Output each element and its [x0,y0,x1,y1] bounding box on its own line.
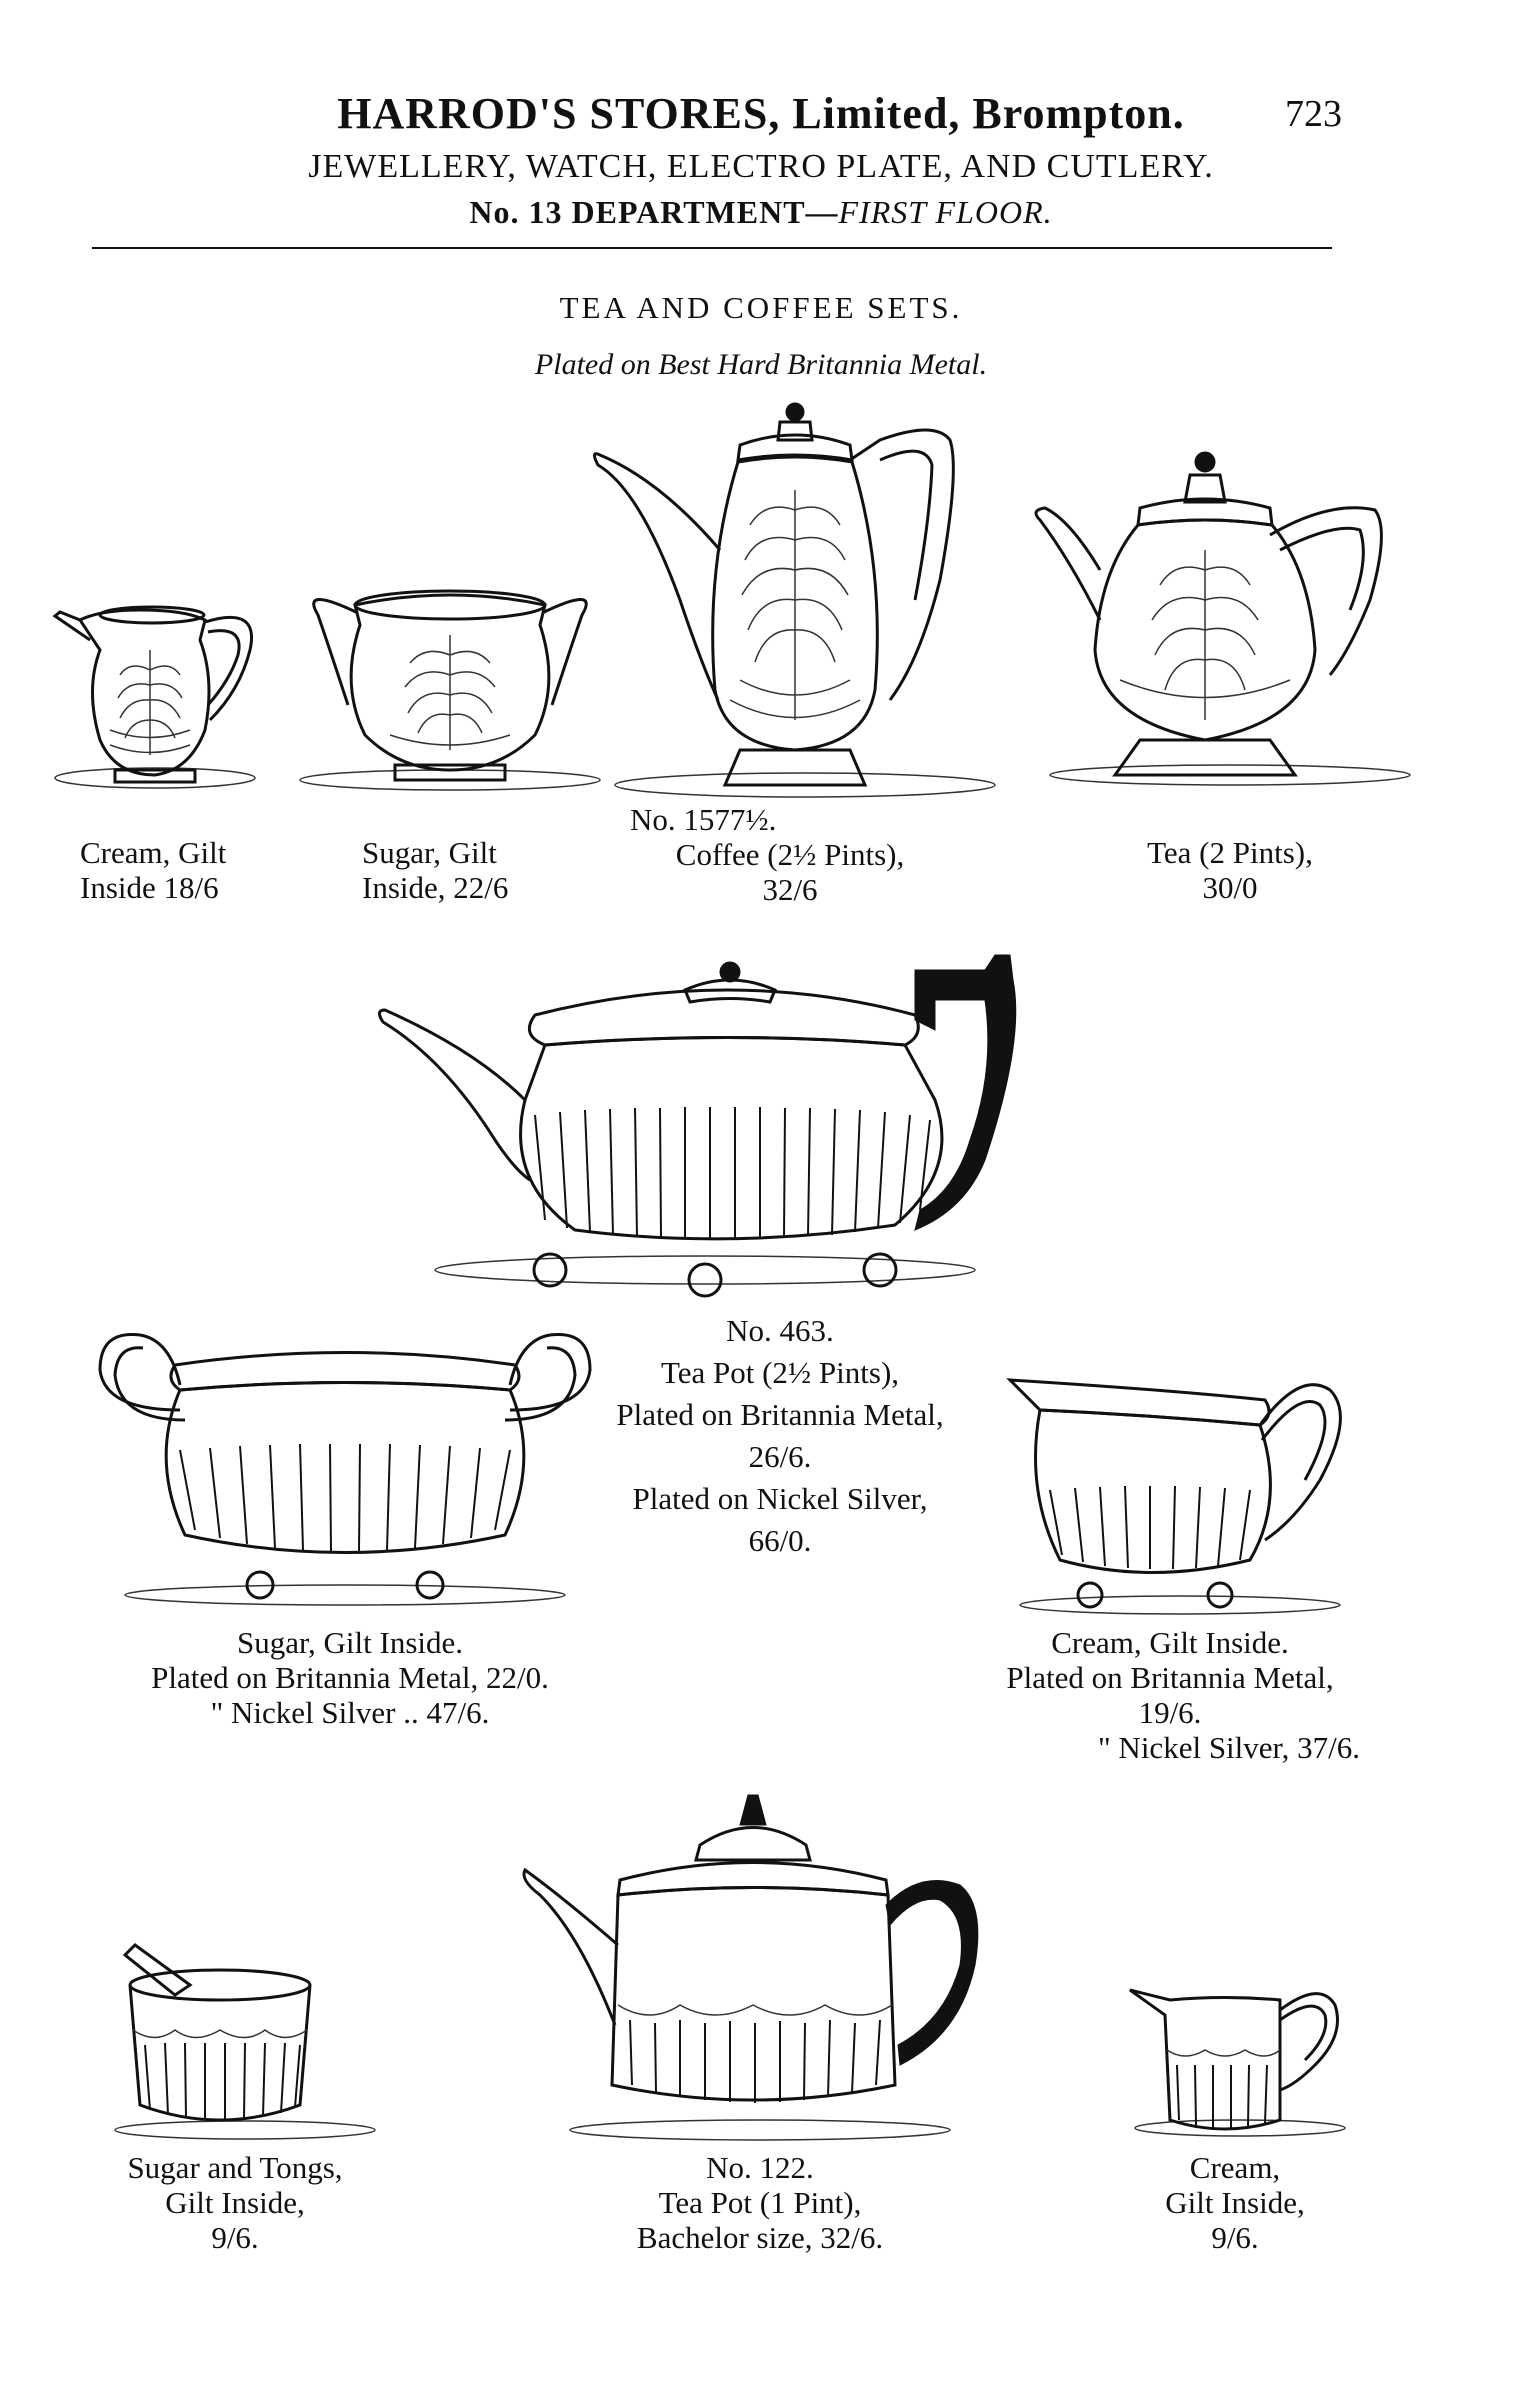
caption-line: " Nickel Silver, 37/6. [1098,1730,1360,1765]
sugar-basin-463-illustration [85,1310,605,1610]
caption-line: Tea (2 Pints), [1147,835,1313,870]
caption-line: Cream, Gilt [80,835,227,870]
caption-line: 30/0 [1202,870,1258,905]
tea-1577-caption [1100,835,1360,905]
cream-1577-caption [80,835,226,905]
caption-line: Cream, [1189,2150,1281,2185]
cream-463-caption [960,1625,1380,1765]
caption-line: Gilt Inside, [165,2185,305,2220]
caption-line: Tea Pot (1 Pint), [658,2185,862,2220]
sugar-1577-caption [362,835,508,905]
caption-line: Gilt Inside, [1165,2185,1305,2220]
section-title: TEA AND COFFEE SETS. [559,290,963,325]
caption-line: Plated on Britannia Metal, [616,1397,944,1432]
page-number: 723 [1285,93,1342,135]
dept-no: 13 [528,194,563,230]
caption-line: Plated on Britannia Metal, 22/0. [151,1660,549,1695]
caption-line: No. 463. [726,1313,834,1348]
caption-line: Sugar, Gilt [362,835,497,870]
sugar-463-caption [100,1625,600,1730]
caption-line: Tea Pot (2½ Pints), [660,1355,900,1390]
fern-cream-jug-illustration [40,580,280,800]
caption-line: Inside, 22/6 [362,870,509,905]
caption-line: Cream, Gilt Inside. [1051,1625,1289,1660]
section-subtitle: Plated on Best Hard Britannia Metal. [534,348,988,381]
dept-word: DEPARTMENT— [571,194,839,230]
fern-tea-pot-illustration [1030,450,1410,790]
sugar-tongs-122-illustration [95,1935,385,2145]
fern-coffee-pot-illustration [580,400,1010,800]
caption-line: Bachelor size, 32/6. [636,2220,884,2255]
caption-line: " Nickel Silver .. 47/6. [210,1695,490,1730]
teapot-463-caption [560,1310,1000,1562]
caption-line: Inside 18/6 [80,870,219,905]
caption-line: Plated on Nickel Silver, [632,1481,928,1516]
teapot-122-caption [560,2150,960,2255]
header-rule [92,247,1332,249]
caption-line: 9/6. [211,2220,259,2255]
caption-line: No. 1577½. [630,802,777,837]
store-title-text: HARROD'S STORES, Limited, Brompton. [337,89,1185,138]
floor-line [0,194,1522,231]
caption-line: No. 122. [706,2150,814,2185]
cream-jug-463-illustration [1000,1370,1360,1620]
floor-name: FIRST FLOOR. [838,194,1053,230]
caption-line: Sugar, Gilt Inside. [236,1625,464,1660]
caption-line: 19/6. [1138,1695,1202,1730]
caption-line: Sugar and Tongs, [127,2150,343,2185]
caption-line: Coffee (2½ Pints), [675,837,905,872]
bachelor-teapot-122-illustration [520,1795,990,2145]
cream-jug-122-illustration [1125,1980,1355,2140]
caption-line: 32/6 [762,872,818,907]
caption-line: 66/0. [748,1523,812,1558]
dept-no-prefix: No. [469,194,520,230]
department-line: JEWELLERY, WATCH, ELECTRO PLATE, AND CUTLERY. [308,148,1214,185]
coffee-1577-caption [600,802,980,907]
cream-122-caption [1105,2150,1365,2255]
sugar-122-caption [85,2150,385,2255]
caption-line: 26/6. [748,1439,812,1474]
teapot-463-illustration [375,940,1075,1300]
caption-line: Plated on Britannia Metal, [1006,1660,1334,1695]
caption-line: 9/6. [1211,2220,1259,2255]
fern-sugar-bowl-illustration [300,565,620,805]
